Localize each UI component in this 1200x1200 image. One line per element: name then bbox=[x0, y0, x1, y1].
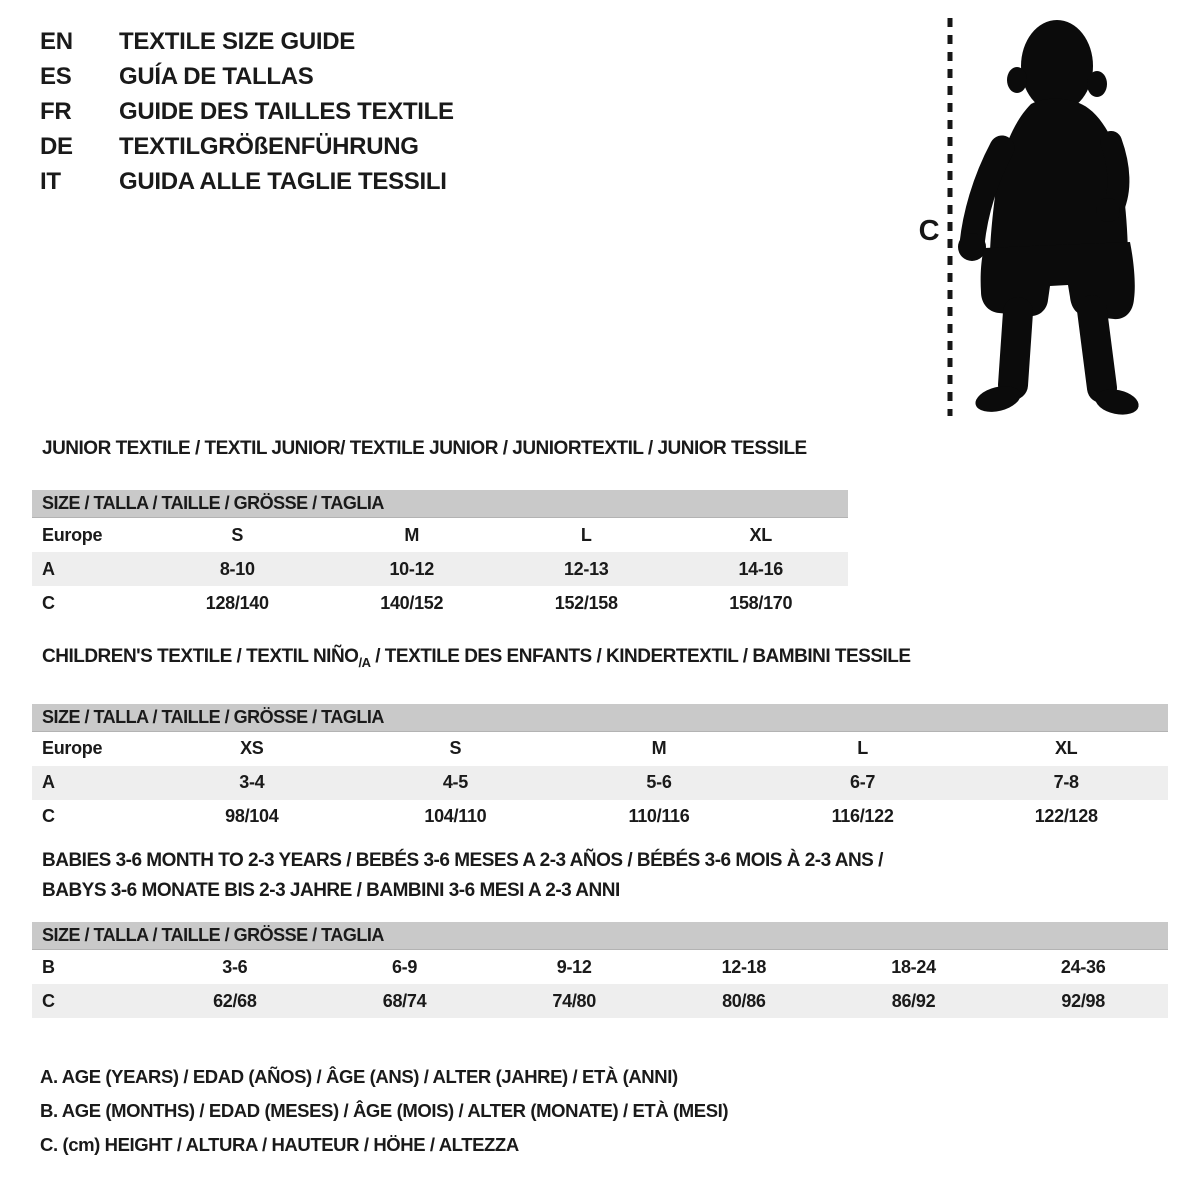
size-table-header: SIZE / TALLA / TAILLE / GRÖSSE / TAGLIA bbox=[32, 704, 1168, 732]
babies-title-line1: BABIES 3-6 MONTH TO 2-3 YEARS / BEBÉS 3-6 MESES A 2-3 AÑOS / BÉBÉS 3-6 MOIS À 2-3 ANS / bbox=[42, 850, 883, 871]
height-cell: 92/98 bbox=[1061, 990, 1105, 1011]
language-row-de bbox=[40, 129, 454, 164]
height-cell: 110/116 bbox=[628, 806, 690, 827]
legend-age-months: B. AGE (MONTHS) / EDAD (MESES) / ÂGE (MOIS) / ALTER (MONATE) / ETÀ (MESI) bbox=[40, 1100, 729, 1121]
months-cell: 18-24 bbox=[891, 956, 936, 977]
language-row-it bbox=[40, 164, 454, 199]
size-cell: L bbox=[857, 738, 868, 759]
size-cell: M bbox=[651, 738, 667, 759]
size-cell: XL bbox=[1054, 738, 1078, 759]
age-cell: 8-10 bbox=[219, 558, 255, 579]
age-cell: 5-6 bbox=[646, 772, 672, 793]
height-figure bbox=[880, 0, 1200, 440]
legend-height-cm: C. (cm) HEIGHT / ALTURA / HAUTEUR / HÖHE / ALTEZZA bbox=[40, 1134, 519, 1155]
junior-size-table bbox=[32, 490, 848, 620]
height-cell: 152/158 bbox=[554, 592, 618, 613]
children-textile-section bbox=[32, 642, 1168, 834]
children-size-table bbox=[32, 704, 1168, 834]
height-cell: 80/86 bbox=[722, 990, 766, 1011]
height-cell: 86/92 bbox=[891, 990, 936, 1011]
age-cell: 4-5 bbox=[442, 772, 468, 793]
guide-title-it: GUIDA ALLE TAGLIE TESSILI bbox=[119, 167, 447, 195]
size-cell: S bbox=[449, 738, 462, 759]
language-row-fr bbox=[40, 94, 454, 129]
size-cell: XL bbox=[749, 524, 772, 545]
junior-section-title: JUNIOR TEXTILE / TEXTIL JUNIOR/ TEXTILE JUNIOR / JUNIORTEXTIL / JUNIOR TESSILE bbox=[42, 438, 807, 459]
language-code: DE bbox=[40, 132, 73, 160]
months-cell: 6-9 bbox=[391, 956, 418, 977]
language-code: EN bbox=[40, 27, 73, 55]
table-row-months bbox=[32, 950, 1168, 984]
table-row-europe bbox=[32, 732, 1168, 766]
babies-size-table bbox=[32, 922, 1168, 1018]
height-label: C bbox=[918, 215, 940, 247]
size-cell: M bbox=[404, 524, 420, 545]
size-table-header: SIZE / TALLA / TAILLE / GRÖSSE / TAGLIA bbox=[32, 490, 848, 518]
measurement-legend bbox=[40, 1060, 728, 1162]
table-row-height bbox=[32, 586, 848, 620]
height-cell: 62/68 bbox=[213, 990, 257, 1011]
age-cell: 10-12 bbox=[389, 558, 435, 579]
months-cell: 3-6 bbox=[222, 956, 248, 977]
row-label: C bbox=[42, 990, 55, 1011]
age-cell: 6-7 bbox=[850, 772, 876, 793]
language-code: ES bbox=[40, 62, 72, 90]
children-section-title bbox=[32, 642, 1168, 678]
title-text: CHILDREN'S TEXTILE / TEXTIL NIÑO bbox=[42, 646, 359, 667]
height-cell: 68/74 bbox=[382, 990, 427, 1011]
height-cell: 104/110 bbox=[424, 806, 487, 827]
babies-section-title bbox=[32, 846, 1168, 906]
size-cell: L bbox=[580, 524, 592, 545]
row-label: C bbox=[42, 592, 55, 613]
language-code: IT bbox=[40, 167, 61, 195]
size-cell: S bbox=[231, 524, 244, 545]
title-subscript: /A bbox=[358, 654, 371, 670]
height-cell: 116/122 bbox=[831, 806, 894, 827]
junior-textile-section bbox=[32, 434, 848, 620]
height-cell: 122/128 bbox=[1034, 806, 1098, 827]
babies-textile-section bbox=[32, 846, 1168, 1018]
row-label: C bbox=[42, 806, 55, 827]
size-cell: XS bbox=[240, 738, 264, 759]
row-label: Europe bbox=[42, 524, 103, 545]
height-cell: 158/170 bbox=[729, 592, 793, 613]
months-cell: 24-36 bbox=[1060, 956, 1106, 977]
age-cell: 3-4 bbox=[239, 772, 265, 793]
months-cell: 12-18 bbox=[721, 956, 767, 977]
language-code: FR bbox=[40, 97, 72, 125]
age-cell: 12-13 bbox=[563, 558, 609, 579]
table-row-age bbox=[32, 766, 1168, 800]
guide-title-es: GUÍA DE TALLAS bbox=[119, 62, 314, 90]
row-label: Europe bbox=[42, 738, 103, 759]
row-label: B bbox=[42, 956, 55, 977]
height-cell: 140/152 bbox=[380, 592, 444, 613]
table-row-height bbox=[32, 800, 1168, 834]
guide-title-de: TEXTILGRÖßENFÜHRUNG bbox=[119, 132, 419, 160]
language-title-block bbox=[40, 24, 454, 199]
months-cell: 9-12 bbox=[556, 956, 592, 977]
table-row-europe bbox=[32, 518, 848, 552]
language-row-es bbox=[40, 59, 454, 94]
language-row-en bbox=[40, 24, 454, 59]
size-table-header: SIZE / TALLA / TAILLE / GRÖSSE / TAGLIA bbox=[32, 922, 1168, 950]
height-cell: 74/80 bbox=[552, 990, 596, 1011]
guide-title-en: TEXTILE SIZE GUIDE bbox=[119, 27, 355, 55]
babies-title-line2: BABYS 3-6 MONATE BIS 2-3 JAHRE / BAMBINI 3-6 MESI A 2-3 ANNI bbox=[42, 880, 620, 901]
age-cell: 14-16 bbox=[738, 558, 784, 579]
table-row-age bbox=[32, 552, 848, 586]
legend-age-years: A. AGE (YEARS) / EDAD (AÑOS) / ÂGE (ANS) / ALTER (JAHRE) / ETÀ (ANNI) bbox=[40, 1066, 678, 1087]
height-cell: 128/140 bbox=[205, 592, 269, 613]
row-label: A bbox=[42, 772, 55, 793]
row-label: A bbox=[42, 558, 55, 579]
age-cell: 7-8 bbox=[1053, 772, 1079, 793]
table-row-height bbox=[32, 984, 1168, 1018]
guide-title-fr: GUIDE DES TAILLES TEXTILE bbox=[119, 97, 454, 125]
height-cell: 98/104 bbox=[225, 806, 279, 827]
toddler-silhouette-icon bbox=[958, 20, 1141, 418]
title-text: / TEXTILE DES ENFANTS / KINDERTEXTIL / BAMBINI TESSILE bbox=[370, 646, 911, 667]
